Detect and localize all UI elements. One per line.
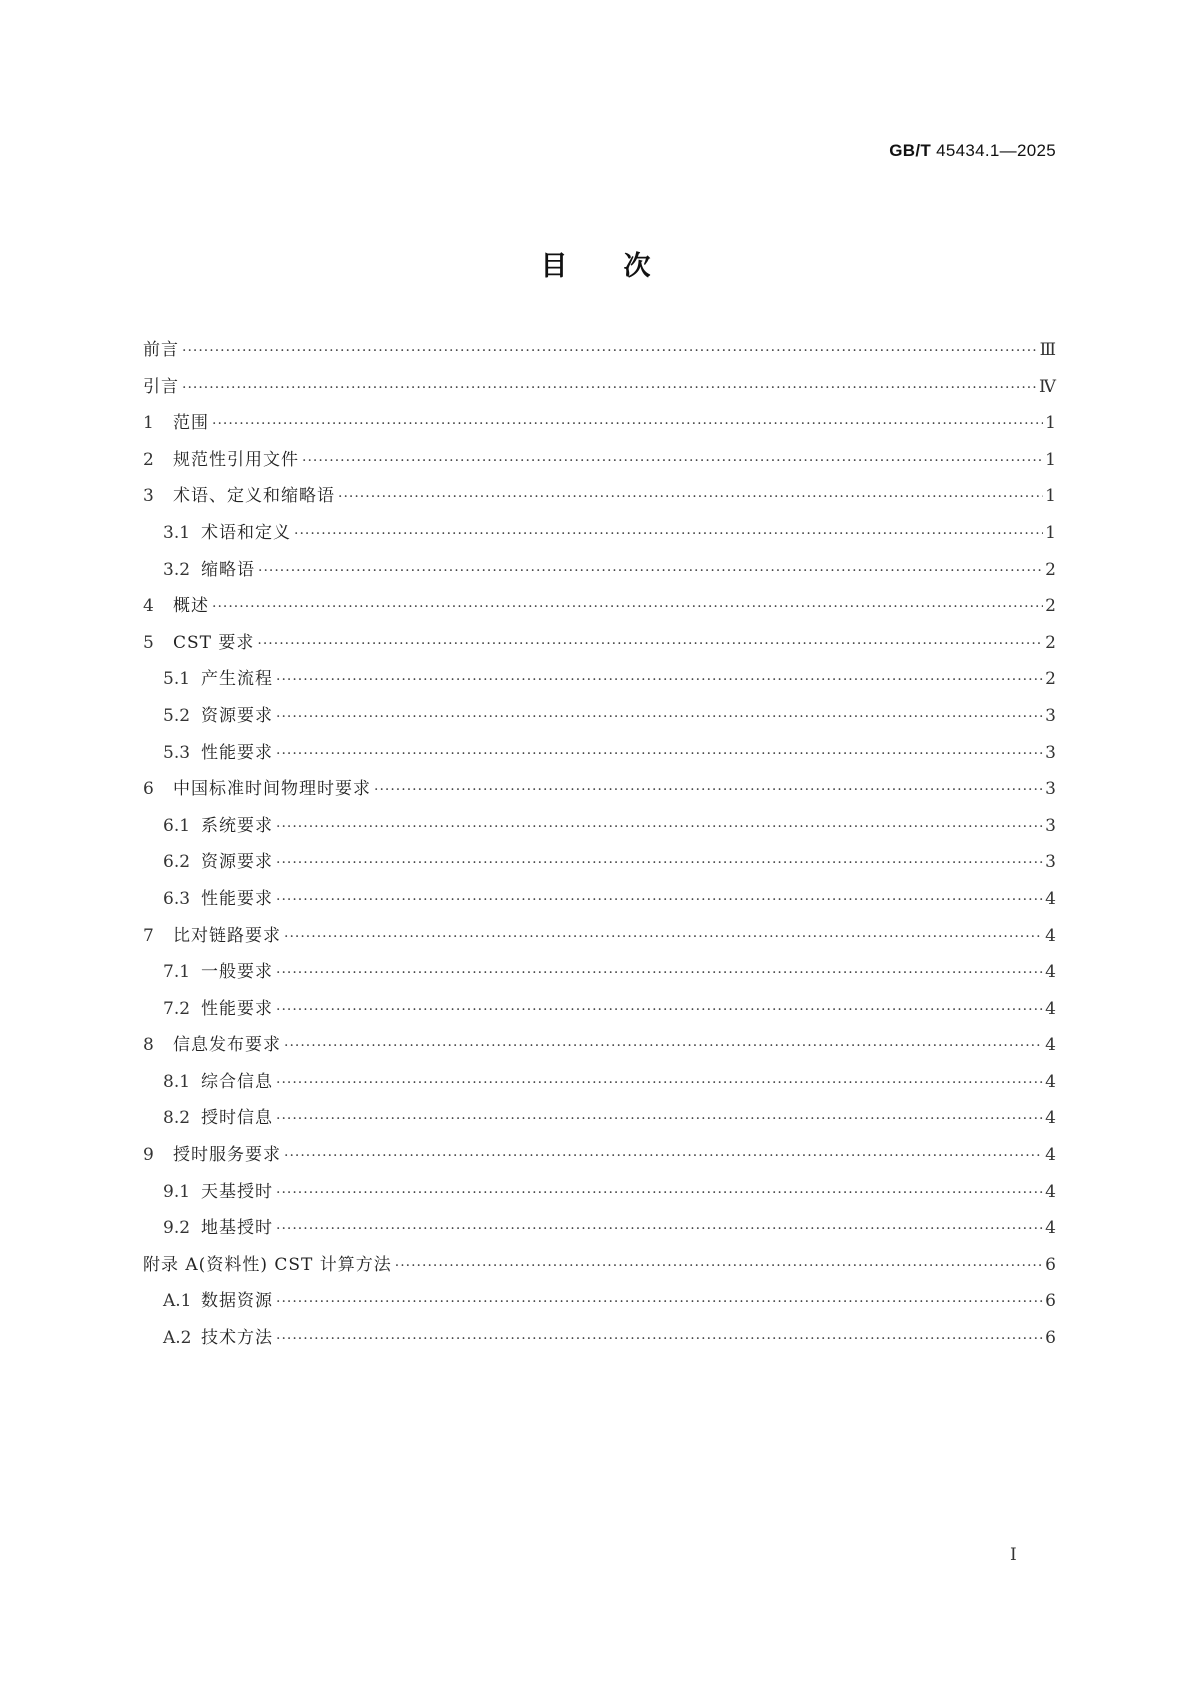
toc-leader-dots [284, 1144, 1043, 1168]
toc-entry-number: A.1 [163, 1291, 192, 1312]
toc-entry[interactable] [143, 1143, 1056, 1180]
toc-entry-label: 地基授时 [201, 1218, 273, 1239]
toc-leader-dots [294, 522, 1043, 546]
toc-entry-page: 1 [1045, 449, 1056, 470]
toc-entry-page: 1 [1045, 413, 1056, 434]
toc-entry-label: 范围 [173, 413, 209, 434]
toc-entry-page: 4 [1045, 1035, 1056, 1056]
toc-entry-number: 3.1 [163, 522, 191, 543]
toc-entry-label: 规范性引用文件 [173, 449, 299, 470]
toc-entry-label: 综合信息 [201, 1071, 273, 1092]
toc-leader-dots [276, 961, 1043, 985]
page-title: 目次 [540, 251, 707, 282]
toc-entry[interactable] [143, 411, 1056, 448]
toc-entry-number: 9 [143, 1145, 154, 1166]
toc-entry-number: 5.3 [163, 742, 191, 763]
toc-entry-label: 术语、定义和缩略语 [173, 486, 335, 507]
toc-leader-dots [276, 742, 1043, 766]
toc-entry-page: 4 [1045, 1071, 1056, 1092]
toc-entry-label: 缩略语 [201, 559, 255, 580]
toc-entry-number: 9.1 [163, 1181, 191, 1202]
table-of-contents [143, 338, 1056, 1363]
toc-entry[interactable] [143, 631, 1056, 668]
toc-entry[interactable] [143, 448, 1056, 485]
toc-entry-label: 资源要求 [201, 705, 273, 726]
toc-leader-dots [302, 449, 1043, 473]
toc-entry-page: 4 [1045, 998, 1056, 1019]
toc-entry-label: 比对链路要求 [173, 925, 281, 946]
toc-entry-number: 5.2 [163, 705, 191, 726]
toc-leader-dots [276, 998, 1043, 1022]
toc-entry[interactable] [143, 1216, 1056, 1253]
toc-leader-dots [258, 559, 1043, 583]
toc-entry-number: 7.1 [163, 962, 191, 983]
toc-entry[interactable] [143, 1070, 1056, 1107]
toc-entry-number: 8.1 [163, 1071, 191, 1092]
toc-entry-label: 数据资源 [201, 1291, 273, 1312]
toc-entry-number: 3 [143, 486, 154, 507]
toc-entry[interactable] [143, 484, 1056, 521]
toc-entry[interactable] [143, 338, 1056, 375]
toc-entry-page: 4 [1045, 1108, 1056, 1129]
toc-entry-page: 2 [1045, 559, 1056, 580]
toc-entry[interactable] [143, 814, 1056, 851]
toc-entry[interactable] [143, 521, 1056, 558]
toc-entry-label: 性能要求 [201, 998, 273, 1019]
toc-entry-number: 4 [143, 596, 154, 617]
toc-entry-label: 概述 [173, 596, 209, 617]
toc-entry-label: 前言 [143, 340, 179, 360]
toc-entry-number: 6.2 [163, 852, 191, 873]
toc-leader-dots [276, 1217, 1043, 1241]
toc-entry-page: 6 [1045, 1254, 1056, 1275]
toc-leader-dots [212, 412, 1043, 436]
toc-leader-dots [276, 815, 1043, 839]
toc-entry-page: Ⅳ [1039, 376, 1056, 397]
toc-entry-page: 4 [1045, 1218, 1056, 1239]
toc-entry-page: 3 [1045, 742, 1056, 763]
toc-leader-dots [276, 851, 1043, 875]
toc-leader-dots [257, 632, 1043, 656]
toc-entry-label: 授时信息 [201, 1108, 273, 1129]
toc-leader-dots [395, 1254, 1043, 1278]
toc-entry-number: A.2 [163, 1328, 192, 1349]
standard-prefix: GB/T [889, 141, 932, 160]
toc-entry[interactable] [143, 924, 1056, 961]
toc-entry-label: CST 要求 [173, 632, 255, 653]
toc-entry-page: 4 [1045, 888, 1056, 909]
toc-entry-number: 6.3 [163, 888, 191, 909]
toc-entry[interactable] [143, 704, 1056, 741]
toc-entry[interactable] [143, 375, 1056, 412]
toc-entry-number: 8 [143, 1035, 154, 1056]
toc-leader-dots [212, 595, 1043, 619]
toc-leader-dots [276, 668, 1043, 692]
toc-entry[interactable] [143, 741, 1056, 778]
toc-entry[interactable] [143, 1326, 1056, 1363]
toc-entry-page: Ⅲ [1039, 340, 1056, 360]
toc-entry-number: 5.1 [163, 669, 191, 690]
toc-entry[interactable] [143, 667, 1056, 704]
toc-leader-dots [338, 485, 1043, 509]
toc-entry-number: 6 [143, 779, 154, 800]
toc-entry-page: 3 [1045, 815, 1056, 836]
toc-entry[interactable] [143, 1253, 1056, 1290]
toc-leader-dots [284, 1034, 1043, 1058]
toc-entry[interactable] [143, 997, 1056, 1034]
toc-entry-label: 性能要求 [201, 742, 273, 763]
toc-entry[interactable] [143, 887, 1056, 924]
toc-entry-number: 2 [143, 449, 154, 470]
toc-entry-number: 6.1 [163, 815, 191, 836]
toc-entry-label: 中国标准时间物理时要求 [173, 779, 371, 800]
page-number: I [1010, 1545, 1017, 1565]
toc-leader-dots [284, 925, 1043, 949]
toc-leader-dots [276, 1071, 1043, 1095]
toc-entry-label: 术语和定义 [201, 522, 291, 543]
toc-leader-dots [276, 705, 1043, 729]
toc-entry-label: 信息发布要求 [173, 1035, 281, 1056]
toc-leader-dots [276, 1327, 1043, 1351]
toc-entry-label: 性能要求 [201, 888, 273, 909]
toc-entry-page: 1 [1045, 522, 1056, 543]
toc-entry-number: 7 [143, 925, 154, 946]
toc-entry-label: 引言 [143, 376, 179, 397]
toc-entry-label: 产生流程 [201, 669, 273, 690]
toc-entry-page: 3 [1045, 705, 1056, 726]
toc-entry-page: 3 [1045, 852, 1056, 873]
toc-entry[interactable] [143, 594, 1056, 631]
toc-entry-page: 2 [1045, 596, 1056, 617]
toc-entry-page: 4 [1045, 1181, 1056, 1202]
toc-entry-number: 5 [143, 632, 154, 653]
toc-entry-label: 附录 A(资料性) CST 计算方法 [143, 1254, 392, 1275]
toc-leader-dots [276, 1290, 1043, 1314]
toc-entry-number: 7.2 [163, 998, 191, 1019]
toc-entry[interactable] [143, 558, 1056, 595]
toc-entry-label: 资源要求 [201, 852, 273, 873]
toc-leader-dots [374, 778, 1043, 802]
toc-entry[interactable] [143, 850, 1056, 887]
toc-entry-page: 3 [1045, 779, 1056, 800]
toc-entry[interactable] [143, 1180, 1056, 1217]
toc-entry-number: 3.2 [163, 559, 191, 580]
toc-entry-page: 2 [1045, 669, 1056, 690]
toc-entry-page: 2 [1045, 632, 1056, 653]
toc-entry-page: 4 [1045, 962, 1056, 983]
toc-entry-label: 授时服务要求 [173, 1145, 281, 1166]
toc-entry-page: 4 [1045, 925, 1056, 946]
toc-entry-label: 天基授时 [201, 1181, 273, 1202]
toc-leader-dots [182, 376, 1037, 400]
toc-leader-dots [276, 1181, 1043, 1205]
toc-entry-number: 9.2 [163, 1218, 191, 1239]
toc-entry-label: 一般要求 [201, 962, 273, 983]
toc-entry-label: 系统要求 [201, 815, 273, 836]
toc-entry-page: 6 [1045, 1328, 1056, 1349]
toc-leader-dots [276, 1107, 1043, 1131]
toc-entry[interactable] [143, 960, 1056, 997]
toc-entry[interactable] [143, 1106, 1056, 1143]
toc-entry-number: 1 [143, 413, 154, 434]
toc-entry-page: 4 [1045, 1145, 1056, 1166]
standard-number: 45434.1—2025 [931, 141, 1056, 160]
standard-code [889, 141, 1056, 161]
toc-leader-dots [276, 888, 1043, 912]
toc-entry-page: 6 [1045, 1291, 1056, 1312]
toc-leader-dots [182, 339, 1038, 363]
toc-entry-label: 技术方法 [201, 1328, 273, 1349]
toc-entry[interactable] [143, 777, 1056, 814]
toc-entry-number: 8.2 [163, 1108, 191, 1129]
toc-entry[interactable] [143, 1033, 1056, 1070]
toc-entry-page: 1 [1045, 486, 1056, 507]
toc-entry[interactable] [143, 1289, 1056, 1326]
